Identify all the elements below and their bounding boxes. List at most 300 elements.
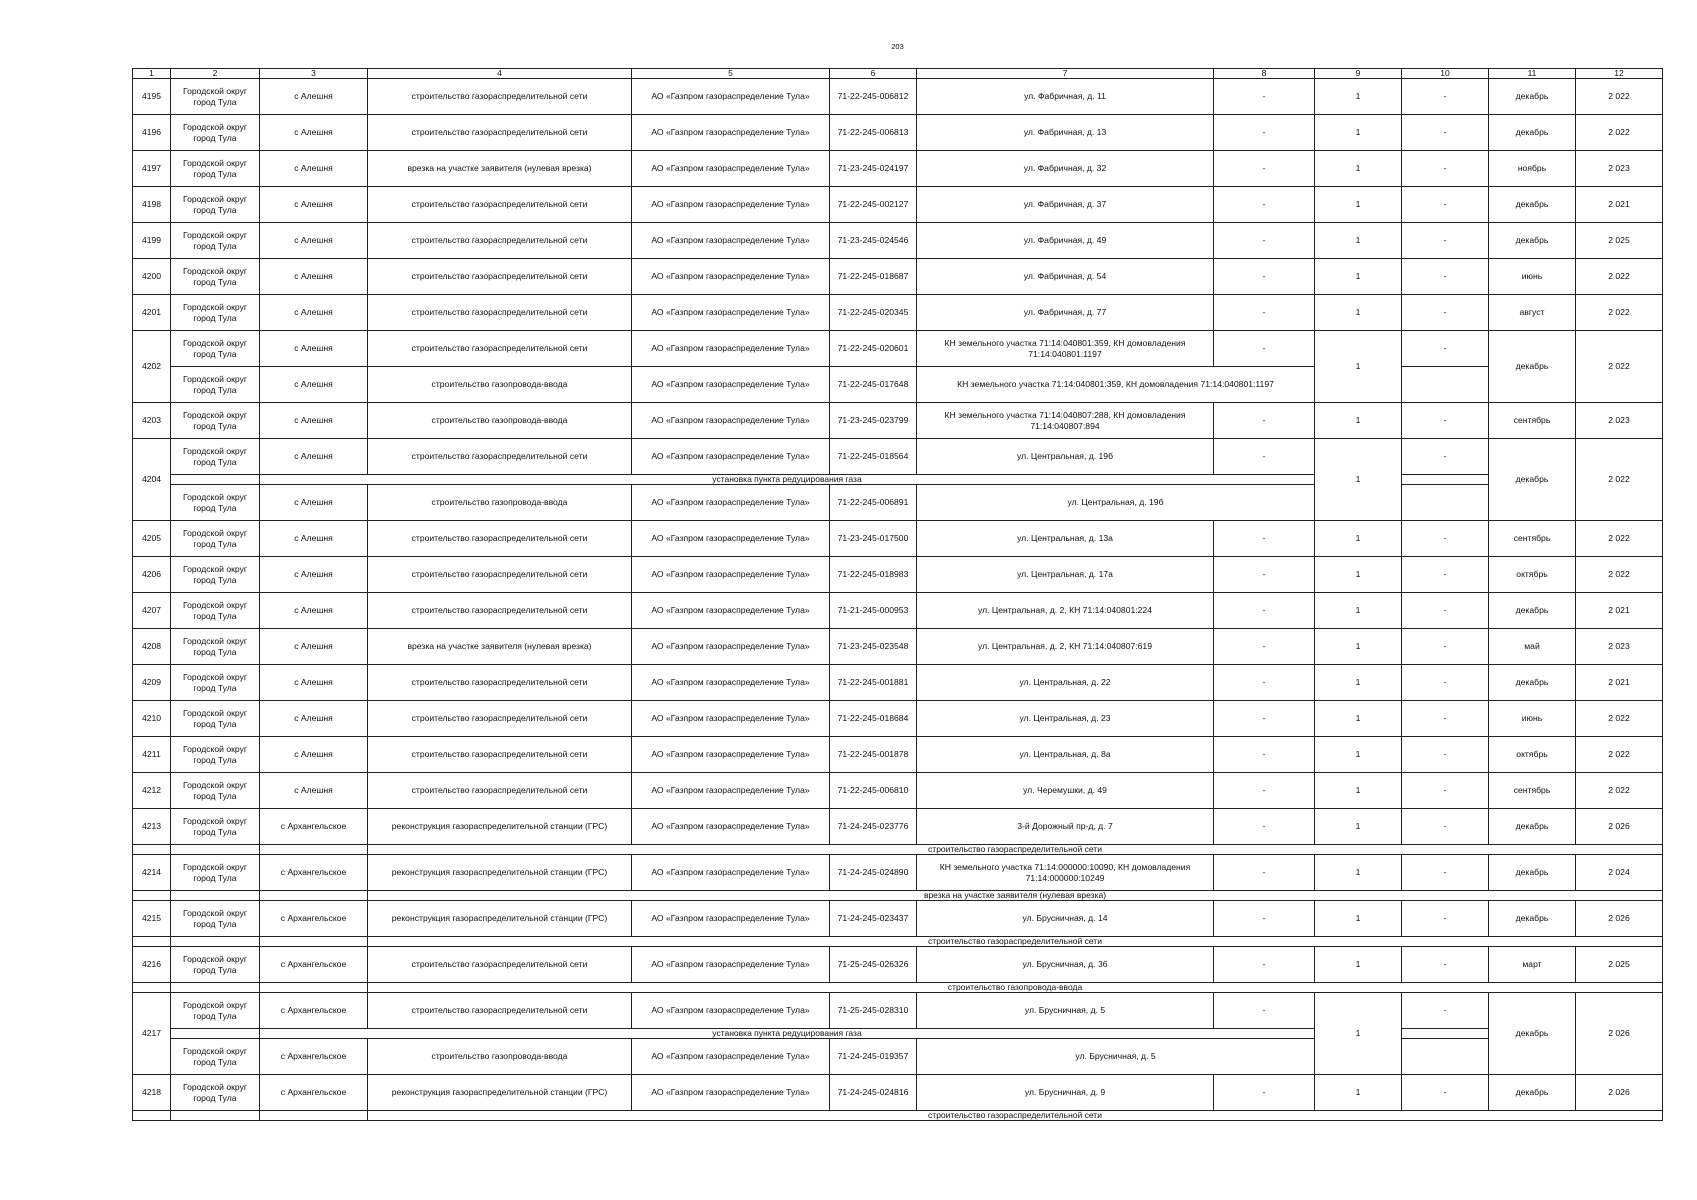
col9-cell: 1 [1315, 79, 1402, 115]
col8-cell: - [1214, 701, 1315, 737]
request-code-cell: 71-22-245-017648 [830, 367, 917, 403]
settlement-cell: с Алешня [260, 295, 368, 331]
col10-cell: - [1402, 403, 1489, 439]
empty-cell [171, 891, 260, 901]
col10-cell: - [1402, 593, 1489, 629]
table-row [133, 901, 1663, 937]
table-row [133, 947, 1663, 983]
col10-cell: - [1402, 79, 1489, 115]
year-cell: 2 022 [1576, 557, 1663, 593]
address-cell: ул. Фабричная, д. 37 [917, 187, 1214, 223]
month-cell: декабрь [1489, 223, 1576, 259]
col10-cell: - [1402, 521, 1489, 557]
table-row [133, 809, 1663, 845]
row-number: 4217 [133, 993, 171, 1075]
table-row [133, 367, 1663, 403]
year-cell: 2 022 [1576, 115, 1663, 151]
page-number: 203 [891, 42, 904, 51]
month-cell: сентябрь [1489, 521, 1576, 557]
row-number: 4214 [133, 855, 171, 891]
row-number: 4204 [133, 439, 171, 521]
district-cell: Городской округ город Тула [171, 521, 260, 557]
organization-cell: АО «Газпром газораспределение Тула» [632, 79, 830, 115]
year-cell: 2 026 [1576, 901, 1663, 937]
month-cell: сентябрь [1489, 403, 1576, 439]
column-header: 11 [1489, 69, 1576, 79]
district-cell: Городской округ город Тула [171, 1039, 260, 1075]
row-number: 4202 [133, 331, 171, 403]
col8-cell: - [1214, 809, 1315, 845]
organization-cell: АО «Газпром газораспределение Тула» [632, 295, 830, 331]
empty-cell [260, 983, 368, 993]
empty-cell [133, 1111, 171, 1121]
district-cell: Городской округ город Тула [171, 367, 260, 403]
table-row [133, 593, 1663, 629]
address-cell: ул. Брусничная, д. 9 [917, 1075, 1214, 1111]
settlement-cell: с Алешня [260, 665, 368, 701]
district-cell: Городской округ город Тула [171, 223, 260, 259]
col8-cell: - [1214, 331, 1315, 367]
request-code-cell: 71-22-245-006891 [830, 485, 917, 521]
work-type-cell: реконструкция газораспределительной станции (ГРС) [368, 809, 632, 845]
table-row [133, 295, 1663, 331]
col9-cell: 1 [1315, 521, 1402, 557]
month-cell: июнь [1489, 259, 1576, 295]
district-cell: Городской округ город Тула [171, 439, 260, 475]
col8-cell: - [1214, 947, 1315, 983]
note-row [133, 891, 1663, 901]
address-cell: КН земельного участка 71:14:040801:359, КН домовладения 71:14:040801:1197 [917, 367, 1315, 403]
col10-cell: - [1402, 439, 1489, 475]
year-cell: 2 022 [1576, 521, 1663, 557]
address-cell: ул. Центральная, д. 23 [917, 701, 1214, 737]
settlement-cell: с Архангельское [260, 855, 368, 891]
address-cell: ул. Фабричная, д. 77 [917, 295, 1214, 331]
col8-cell: - [1214, 855, 1315, 891]
col9-cell: 1 [1315, 701, 1402, 737]
table-row [133, 629, 1663, 665]
table-row [133, 855, 1663, 891]
col8-cell: - [1214, 593, 1315, 629]
col9-cell: 1 [1315, 855, 1402, 891]
address-cell: ул. Фабричная, д. 49 [917, 223, 1214, 259]
column-header: 7 [917, 69, 1214, 79]
table-row [133, 1075, 1663, 1111]
district-cell: Городской округ город Тула [171, 485, 260, 521]
col8-cell: - [1214, 151, 1315, 187]
work-type-cell: врезка на участке заявителя (нулевая врезка) [368, 151, 632, 187]
settlement-cell: с Алешня [260, 187, 368, 223]
col9-cell: 1 [1315, 439, 1402, 521]
empty-cell [171, 937, 260, 947]
address-cell: ул. Центральная, д. 19б [917, 439, 1214, 475]
settlement-cell: с Алешня [260, 485, 368, 521]
table-row [133, 665, 1663, 701]
col8-cell: - [1214, 773, 1315, 809]
note-row [133, 845, 1663, 855]
col8-cell: - [1214, 993, 1315, 1029]
col8-cell: - [1214, 187, 1315, 223]
work-type-cell: строительство газораспределительной сети [368, 993, 632, 1029]
request-code-cell: 71-22-245-001881 [830, 665, 917, 701]
row-number: 4209 [133, 665, 171, 701]
empty-cell [1402, 485, 1489, 521]
request-code-cell: 71-22-245-018684 [830, 701, 917, 737]
table-row [133, 187, 1663, 223]
address-cell: ул. Фабричная, д. 54 [917, 259, 1214, 295]
organization-cell: АО «Газпром газораспределение Тула» [632, 901, 830, 937]
settlement-cell: с Архангельское [260, 901, 368, 937]
row-number: 4215 [133, 901, 171, 937]
month-cell: декабрь [1489, 993, 1576, 1075]
row-number: 4218 [133, 1075, 171, 1111]
row-number: 4216 [133, 947, 171, 983]
organization-cell: АО «Газпром газораспределение Тула» [632, 593, 830, 629]
organization-cell: АО «Газпром газораспределение Тула» [632, 557, 830, 593]
column-header: 5 [632, 69, 830, 79]
col9-cell: 1 [1315, 901, 1402, 937]
year-cell: 2 021 [1576, 593, 1663, 629]
request-code-cell: 71-23-245-017500 [830, 521, 917, 557]
empty-cell [1402, 367, 1489, 403]
month-cell: декабрь [1489, 1075, 1576, 1111]
settlement-cell: с Архангельское [260, 1039, 368, 1075]
row-number: 4199 [133, 223, 171, 259]
table-row [133, 151, 1663, 187]
work-type-cell: строительство газораспределительной сети [368, 331, 632, 367]
row-number: 4195 [133, 79, 171, 115]
district-cell: Городской округ город Тула [171, 187, 260, 223]
work-type-cell: реконструкция газораспределительной станции (ГРС) [368, 1075, 632, 1111]
empty-cell [1402, 475, 1489, 485]
request-code-cell: 71-24-245-023776 [830, 809, 917, 845]
row-number: 4213 [133, 809, 171, 845]
district-cell: Городской округ город Тула [171, 855, 260, 891]
request-code-cell: 71-22-245-018983 [830, 557, 917, 593]
col9-cell: 1 [1315, 737, 1402, 773]
organization-cell: АО «Газпром газораспределение Тула» [632, 187, 830, 223]
settlement-cell: с Алешня [260, 439, 368, 475]
table-row [133, 993, 1663, 1029]
year-cell: 2 026 [1576, 809, 1663, 845]
settlement-cell: с Архангельское [260, 993, 368, 1029]
address-cell: ул. Фабричная, д. 11 [917, 79, 1214, 115]
year-cell: 2 021 [1576, 665, 1663, 701]
district-cell: Городской округ город Тула [171, 557, 260, 593]
request-code-cell: 71-23-245-024546 [830, 223, 917, 259]
col9-cell: 1 [1315, 187, 1402, 223]
work-type-cell: строительство газопровода-ввода [368, 367, 632, 403]
request-code-cell: 71-22-245-018564 [830, 439, 917, 475]
table-row [133, 223, 1663, 259]
note-row [133, 937, 1663, 947]
address-cell: ул. Брусничная, д. 14 [917, 901, 1214, 937]
address-cell: ул. Фабричная, д. 32 [917, 151, 1214, 187]
address-cell: ул. Фабричная, д. 13 [917, 115, 1214, 151]
month-cell: декабрь [1489, 809, 1576, 845]
col8-cell: - [1214, 223, 1315, 259]
address-cell: ул. Центральная, д. 22 [917, 665, 1214, 701]
work-type-cell: врезка на участке заявителя (нулевая врезка) [368, 629, 632, 665]
work-type-cell: строительство газопровода-ввода [368, 1039, 632, 1075]
month-cell: декабрь [1489, 901, 1576, 937]
col10-cell: - [1402, 115, 1489, 151]
note-cell: установка пункта редуцирования газа [260, 475, 1315, 485]
district-cell: Городской округ город Тула [171, 809, 260, 845]
column-header: 10 [1402, 69, 1489, 79]
col10-cell: - [1402, 295, 1489, 331]
empty-cell [133, 983, 171, 993]
organization-cell: АО «Газпром газораспределение Тула» [632, 1075, 830, 1111]
col9-cell: 1 [1315, 593, 1402, 629]
request-code-cell: 71-23-245-023799 [830, 403, 917, 439]
district-cell: Городской округ город Тула [171, 593, 260, 629]
district-cell: Городской округ город Тула [171, 701, 260, 737]
note-cell: строительство газораспределительной сети [368, 1111, 1663, 1121]
year-cell: 2 022 [1576, 295, 1663, 331]
organization-cell: АО «Газпром газораспределение Тула» [632, 1039, 830, 1075]
work-type-cell: строительство газораспределительной сети [368, 223, 632, 259]
organization-cell: АО «Газпром газораспределение Тула» [632, 629, 830, 665]
col9-cell: 1 [1315, 993, 1402, 1075]
address-cell: ул. Центральная, д. 19б [917, 485, 1315, 521]
month-cell: июнь [1489, 701, 1576, 737]
col9-cell: 1 [1315, 629, 1402, 665]
settlement-cell: с Алешня [260, 151, 368, 187]
request-code-cell: 71-24-245-024816 [830, 1075, 917, 1111]
col8-cell: - [1214, 665, 1315, 701]
district-cell: Городской округ город Тула [171, 773, 260, 809]
organization-cell: АО «Газпром газораспределение Тула» [632, 403, 830, 439]
request-code-cell: 71-22-245-001878 [830, 737, 917, 773]
note-row [133, 1029, 1663, 1039]
organization-cell: АО «Газпром газораспределение Тула» [632, 947, 830, 983]
request-code-cell: 71-21-245-000953 [830, 593, 917, 629]
month-cell: август [1489, 295, 1576, 331]
col10-cell: - [1402, 855, 1489, 891]
table-row [133, 331, 1663, 367]
column-header: 2 [171, 69, 260, 79]
column-header: 4 [368, 69, 632, 79]
empty-cell [260, 845, 368, 855]
col9-cell: 1 [1315, 259, 1402, 295]
request-code-cell: 71-22-245-006812 [830, 79, 917, 115]
organization-cell: АО «Газпром газораспределение Тула» [632, 223, 830, 259]
col10-cell: - [1402, 1075, 1489, 1111]
year-cell: 2 022 [1576, 773, 1663, 809]
settlement-cell: с Алешня [260, 115, 368, 151]
settlement-cell: с Алешня [260, 79, 368, 115]
year-cell: 2 023 [1576, 629, 1663, 665]
column-header: 3 [260, 69, 368, 79]
month-cell: октябрь [1489, 557, 1576, 593]
address-cell: ул. Брусничная, д. 5 [917, 993, 1214, 1029]
request-code-cell: 71-24-245-023437 [830, 901, 917, 937]
table-row [133, 1039, 1663, 1075]
note-cell: строительство газораспределительной сети [368, 937, 1663, 947]
work-type-cell: строительство газораспределительной сети [368, 295, 632, 331]
work-type-cell: строительство газораспределительной сети [368, 557, 632, 593]
year-cell: 2 022 [1576, 331, 1663, 403]
year-cell: 2 022 [1576, 259, 1663, 295]
col8-cell: - [1214, 439, 1315, 475]
col8-cell: - [1214, 521, 1315, 557]
settlement-cell: с Алешня [260, 557, 368, 593]
col8-cell: - [1214, 403, 1315, 439]
empty-cell [133, 937, 171, 947]
table-row [133, 773, 1663, 809]
request-code-cell: 71-22-245-006813 [830, 115, 917, 151]
district-cell: Городской округ город Тула [171, 1075, 260, 1111]
col10-cell: - [1402, 737, 1489, 773]
month-cell: декабрь [1489, 187, 1576, 223]
work-type-cell: строительство газораспределительной сети [368, 737, 632, 773]
col10-cell: - [1402, 331, 1489, 367]
col9-cell: 1 [1315, 947, 1402, 983]
col9-cell: 1 [1315, 665, 1402, 701]
row-number: 4212 [133, 773, 171, 809]
column-header: 9 [1315, 69, 1402, 79]
empty-cell [171, 475, 260, 485]
col9-cell: 1 [1315, 557, 1402, 593]
month-cell: декабрь [1489, 665, 1576, 701]
settlement-cell: с Алешня [260, 701, 368, 737]
empty-cell [260, 937, 368, 947]
address-cell: ул. Центральная, д. 13а [917, 521, 1214, 557]
col10-cell: - [1402, 259, 1489, 295]
district-cell: Городской округ город Тула [171, 115, 260, 151]
request-code-cell: 71-23-245-023548 [830, 629, 917, 665]
row-number: 4207 [133, 593, 171, 629]
col10-cell: - [1402, 809, 1489, 845]
table-row [133, 521, 1663, 557]
settlement-cell: с Алешня [260, 259, 368, 295]
organization-cell: АО «Газпром газораспределение Тула» [632, 993, 830, 1029]
request-code-cell: 71-24-245-024890 [830, 855, 917, 891]
column-header: 1 [133, 69, 171, 79]
month-cell: декабрь [1489, 439, 1576, 521]
col8-cell: - [1214, 295, 1315, 331]
col9-cell: 1 [1315, 151, 1402, 187]
organization-cell: АО «Газпром газораспределение Тула» [632, 115, 830, 151]
year-cell: 2 025 [1576, 947, 1663, 983]
address-cell: ул. Центральная, д. 8а [917, 737, 1214, 773]
address-cell: ул. Центральная, д. 2, КН 71:14:040807:619 [917, 629, 1214, 665]
settlement-cell: с Архангельское [260, 1075, 368, 1111]
table-row [133, 737, 1663, 773]
month-cell: декабрь [1489, 79, 1576, 115]
note-cell: врезка на участке заявителя (нулевая врезка) [368, 891, 1663, 901]
header-row [133, 69, 1663, 79]
note-row [133, 475, 1663, 485]
col10-cell: - [1402, 901, 1489, 937]
row-number: 4201 [133, 295, 171, 331]
organization-cell: АО «Газпром газораспределение Тула» [632, 855, 830, 891]
address-cell: КН земельного участка 71:14:040807:288, КН домовладения 71:14:040807:894 [917, 403, 1214, 439]
organization-cell: АО «Газпром газораспределение Тула» [632, 259, 830, 295]
col9-cell: 1 [1315, 809, 1402, 845]
empty-cell [1402, 1029, 1489, 1039]
district-cell: Городской округ город Тула [171, 665, 260, 701]
year-cell: 2 023 [1576, 151, 1663, 187]
col9-cell: 1 [1315, 223, 1402, 259]
table-row [133, 439, 1663, 475]
district-cell: Городской округ город Тула [171, 629, 260, 665]
work-type-cell: строительство газопровода-ввода [368, 403, 632, 439]
district-cell: Городской округ город Тула [171, 901, 260, 937]
address-cell: ул. Брусничная, д. 5 [917, 1039, 1315, 1075]
row-number: 4196 [133, 115, 171, 151]
settlement-cell: с Алешня [260, 223, 368, 259]
district-cell: Городской округ город Тула [171, 403, 260, 439]
empty-cell [133, 845, 171, 855]
year-cell: 2 026 [1576, 1075, 1663, 1111]
organization-cell: АО «Газпром газораспределение Тула» [632, 809, 830, 845]
organization-cell: АО «Газпром газораспределение Тула» [632, 331, 830, 367]
district-cell: Городской округ город Тула [171, 79, 260, 115]
work-type-cell: строительство газораспределительной сети [368, 593, 632, 629]
year-cell: 2 022 [1576, 439, 1663, 521]
settlement-cell: с Алешня [260, 593, 368, 629]
note-row [133, 983, 1663, 993]
month-cell: ноябрь [1489, 151, 1576, 187]
col10-cell: - [1402, 993, 1489, 1029]
district-cell: Городской округ город Тула [171, 259, 260, 295]
col8-cell: - [1214, 79, 1315, 115]
work-type-cell: строительство газораспределительной сети [368, 665, 632, 701]
row-number: 4210 [133, 701, 171, 737]
table-row [133, 485, 1663, 521]
table-row [133, 79, 1663, 115]
organization-cell: АО «Газпром газораспределение Тула» [632, 701, 830, 737]
settlement-cell: с Алешня [260, 629, 368, 665]
month-cell: декабрь [1489, 115, 1576, 151]
request-code-cell: 71-22-245-006810 [830, 773, 917, 809]
settlement-cell: с Архангельское [260, 809, 368, 845]
work-type-cell: реконструкция газораспределительной станции (ГРС) [368, 901, 632, 937]
settlement-cell: с Алешня [260, 331, 368, 367]
col10-cell: - [1402, 701, 1489, 737]
work-type-cell: реконструкция газораспределительной станции (ГРС) [368, 855, 632, 891]
district-cell: Городской округ город Тула [171, 331, 260, 367]
settlement-cell: с Алешня [260, 367, 368, 403]
request-code-cell: 71-23-245-024197 [830, 151, 917, 187]
organization-cell: АО «Газпром газораспределение Тула» [632, 151, 830, 187]
request-code-cell: 71-22-245-020601 [830, 331, 917, 367]
empty-cell [171, 1111, 260, 1121]
request-code-cell: 71-22-245-018687 [830, 259, 917, 295]
row-number: 4208 [133, 629, 171, 665]
year-cell: 2 022 [1576, 79, 1663, 115]
month-cell: декабрь [1489, 855, 1576, 891]
data-table [132, 68, 1663, 1121]
district-cell: Городской округ город Тула [171, 947, 260, 983]
table-row [133, 259, 1663, 295]
month-cell: март [1489, 947, 1576, 983]
request-code-cell: 71-25-245-026326 [830, 947, 917, 983]
col10-cell: - [1402, 223, 1489, 259]
address-cell: 3-й Дорожный пр-д, д. 7 [917, 809, 1214, 845]
address-cell: ул. Черемушки, д. 49 [917, 773, 1214, 809]
row-number: 4205 [133, 521, 171, 557]
table-row [133, 557, 1663, 593]
col9-cell: 1 [1315, 295, 1402, 331]
note-row [133, 1111, 1663, 1121]
month-cell: октябрь [1489, 737, 1576, 773]
year-cell: 2 025 [1576, 223, 1663, 259]
district-cell: Городской округ город Тула [171, 737, 260, 773]
col8-cell: - [1214, 1075, 1315, 1111]
